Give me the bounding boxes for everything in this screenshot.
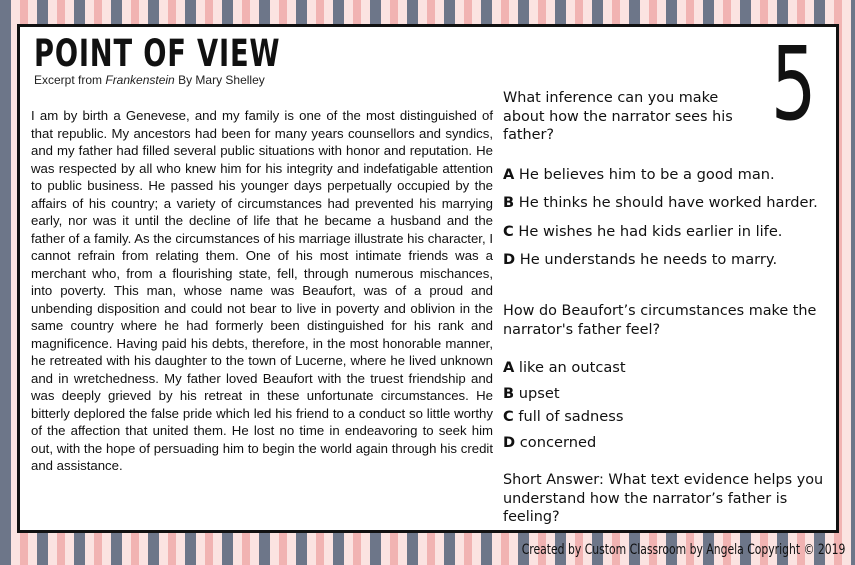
option-letter: B (503, 385, 515, 402)
citation-prefix: Excerpt from (34, 73, 106, 87)
page-title: POINT OF VIEW (34, 32, 281, 75)
work-title: Frankenstein (105, 73, 175, 87)
option-letter: A (503, 166, 515, 183)
option-letter: A (503, 359, 515, 376)
copyright-credit: Created by Custom Classroom by Angela Copyright © 2019 (521, 542, 845, 558)
option-text: concerned (515, 434, 597, 451)
question-1-prompt: What inference can you make about how the narrator sees his father? (503, 90, 733, 143)
option-text: He believes him to be a good man. (514, 166, 775, 183)
question-1-option-c[interactable] (503, 223, 782, 241)
option-text: full of sadness (513, 408, 624, 425)
reading-passage: I am by birth a Genevese, and my family is one of the most distinguished of that republic. My ancestors had been for many years counsellors and syndics, and my father had filled several public situations with honor and reputation. He was respected by all who knew him for his integrity and indefatigable attention to public business. He passed his younger days perpetually occupied by the affairs of his country; a variety of circumstances had prevented his marrying early, nor was it until the decline of life that he became a husband and the father of a family. As the circumstances of his marriage illustrate his character, I cannot refrain from relating them. One of his most intimate friends was a merchant who, from a flourishing state, fell, through numerous mischances, into poverty. This man, whose name was Beaufort, was of a proud and unbending disposition and could not bear to live in poverty and oblivion in the same country where he had formerly been distinguished for his rank and magnificence. Having paid his debts, therefore, in the most honorable manner, he retreated with his daughter to the town of Lucerne, where he lived unknown and in wretchedness. My father loved Beaufort with the truest friendship and was deeply grieved by his retreat in these unfortunate circumstances. He bitterly deplored the false pride which led his friend to a conduct so little worthy of the affection that united them. He lost no time in endeavoring to seek him out, with the hope of persuading him to begin the world again through his credit and assistance. (31, 108, 493, 473)
option-text: He understands he needs to marry. (515, 251, 778, 268)
option-letter: D (503, 251, 516, 268)
source-citation (34, 73, 265, 87)
question-3-short-answer: Short Answer: What text evidence helps you understand how the narrator’s father is feeling? (503, 472, 824, 525)
option-text: He wishes he had kids earlier in life. (513, 223, 783, 240)
question-2-prompt: How do Beaufort’s circumstances make the narrator's father feel? (503, 303, 817, 338)
task-card (17, 24, 839, 533)
question-2-option-d[interactable] (503, 434, 596, 452)
option-letter: B (503, 194, 515, 211)
option-text: like an outcast (514, 359, 626, 376)
option-text: upset (514, 385, 560, 402)
option-letter: C (503, 223, 514, 240)
option-text: He thinks he should have worked harder. (514, 194, 818, 211)
question-1-option-a[interactable] (503, 166, 775, 184)
option-letter: C (503, 408, 514, 425)
question-2-option-c[interactable] (503, 408, 623, 426)
option-letter: D (503, 434, 516, 451)
question-2-option-b[interactable] (503, 385, 560, 403)
card-number: 5 (770, 25, 816, 144)
question-1-option-d[interactable] (503, 251, 777, 269)
question-2-option-a[interactable] (503, 359, 626, 377)
question-1-option-b[interactable] (503, 194, 818, 212)
citation-author: By Mary Shelley (174, 73, 265, 87)
